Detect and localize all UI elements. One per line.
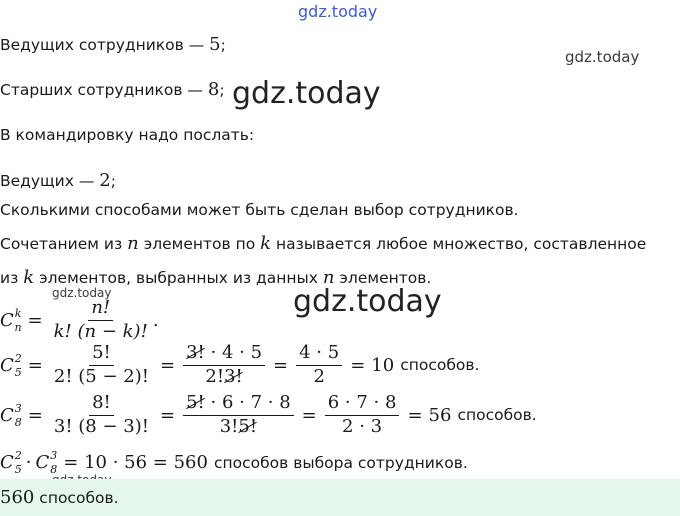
formula-product: $C^2_5$ · $C^3_8$ = 10 · 56 = 560 способов выбора сотрудников. (0, 449, 468, 476)
line-question: Сколькими способами может быть сделан выбор сотрудников. (0, 201, 519, 219)
watermark-right: gdz.today (565, 48, 640, 66)
formula-c83: $C^3_8$ = $\frac{8!}{3! (8 - 3)!}$ = $\frac{5! \cdot 6 \cdot 7 \cdot 8}{3!5!}$ = $\frac{6 \cdot 7 \cdot 8}{2 \cdot 3}$ = 56 способов. (0, 392, 537, 437)
line-trip: В командировку надо послать: (0, 126, 255, 144)
line-definition-1: Сочетанием из n элементов по k называется любое множество, составленное (0, 233, 647, 254)
line-lead-employees: Ведущих сотрудников — 5; (0, 34, 226, 55)
formula-c52: $C^2_5$ = $\frac{5!}{2! (5 - 2)!}$ = $\frac{3! \cdot 4 \cdot 5}{2!3!}$ = $\frac{4 \cdot 5}{2}$ = 10 способов. (0, 342, 480, 387)
answer-block (0, 479, 680, 516)
line-lead-send: Ведущих — 2; (0, 170, 116, 191)
watermark-top: gdz.today (298, 2, 378, 21)
line-definition-2: из k элементов, выбранных из данных n элементов. (0, 267, 432, 288)
watermark-large-1: gdz.today (232, 76, 381, 111)
answer-text: 560 способов. (0, 487, 119, 508)
watermark-small-1: gdz.today (52, 286, 112, 300)
line-senior-employees: Старших сотрудников — 8; (0, 79, 225, 100)
watermark-large-2: gdz.today (293, 284, 442, 319)
formula-general: $C^k_n$ = $\frac{n!}{k! (n - k)!}$ . (0, 297, 159, 342)
